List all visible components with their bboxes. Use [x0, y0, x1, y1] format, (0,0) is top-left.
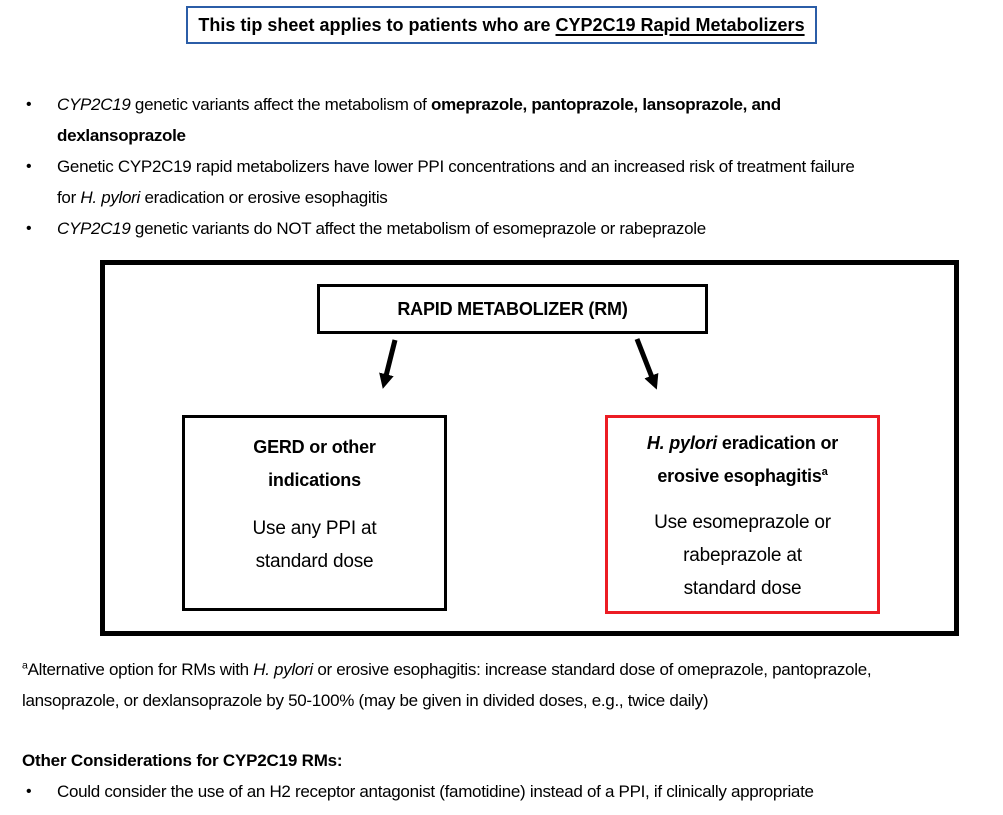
title-text: This tip sheet applies to patients who are: [198, 15, 556, 35]
bullet-item-metabolism: [0, 89, 1003, 151]
hpylori-italic: H. pylori: [646, 433, 718, 453]
bullet-body-text: Genetic CYP2C19 rapid metabolizers have lower PPI concentrations and an increased risk of treatment failure for: [57, 157, 855, 207]
footnote-marker: a: [22, 659, 28, 672]
heading-line: GERD or other: [253, 437, 376, 457]
gerd-node-heading: [185, 431, 444, 497]
body-line: Use any PPI at: [252, 518, 377, 539]
bullet-body-text: eradication or erosive esophagitis: [140, 188, 388, 207]
flowchart-panel: [100, 260, 959, 636]
hpylori-node-heading: [608, 427, 877, 493]
bullet-text: [57, 89, 867, 151]
title-underlined-text: CYP2C19 Rapid Metabolizers: [555, 15, 805, 35]
other-considerations-heading: Other Considerations for CYP2C19 RMs:: [22, 751, 343, 770]
heading-line: [608, 427, 877, 460]
title-banner: [186, 6, 816, 44]
heading-line: [608, 460, 877, 493]
gerd-node-body: [185, 512, 444, 578]
bullet-text: [57, 151, 867, 213]
heading-text: eradication or: [717, 433, 839, 453]
heading-line: indications: [268, 470, 361, 490]
bullet-dot-icon: •: [26, 220, 32, 237]
gerd-indications-node: [182, 415, 447, 611]
hpylori-node-body: [608, 506, 877, 605]
right-arrow-icon: [637, 339, 655, 385]
bullet-text: [57, 213, 706, 244]
bullet-body-text: genetic variants do NOT affect the metabolism of esomeprazole or rabeprazole: [130, 219, 706, 238]
footnote-body-text: Alternative option for RMs with: [27, 660, 254, 679]
body-line: standard dose: [683, 578, 802, 599]
bullet-item-not-affected: [0, 213, 1003, 244]
hpylori-italic: H. pylori: [253, 660, 313, 679]
drug-list-bold: omeprazole, pantoprazole, lansoprazole, and dexlansoprazole: [57, 95, 781, 145]
bullet-text: Could consider the use of an H2 receptor antagonist (famotidine) instead of a PPI, if clinically appropriate: [57, 782, 814, 801]
hpylori-italic: H. pylori: [80, 188, 141, 207]
rapid-metabolizer-label: RAPID METABOLIZER (RM): [397, 298, 628, 319]
footnote-text: [22, 654, 902, 716]
bullet-body-text: genetic variants affect the metabolism of: [130, 95, 432, 114]
body-line: rabeprazole at: [683, 545, 802, 566]
body-line: Use esomeprazole or: [654, 512, 831, 533]
intro-bullet-list: [0, 89, 1003, 244]
bullet-dot-icon: •: [26, 783, 32, 800]
hpylori-erosive-node: [605, 415, 880, 614]
left-arrow-icon: [384, 340, 395, 384]
heading-text: erosive esophagitis: [657, 466, 822, 486]
footnote-body-text: or erosive esophagitis: increase standard dose of omeprazole, pantoprazole, lansoprazole, or dexlansoprazole by 50-100% (may be given in divided doses, e.g., twice daily): [22, 660, 872, 710]
body-line: standard dose: [255, 551, 374, 572]
title-row: [0, 0, 1003, 44]
gene-name-italic: CYP2C19: [57, 219, 131, 238]
bullet-dot-icon: •: [26, 96, 32, 113]
footnote-marker: a: [821, 466, 828, 478]
gene-name-italic: CYP2C19: [57, 95, 131, 114]
other-considerations-list: [0, 776, 1003, 807]
bullet-item-h2-antagonist: [0, 776, 1003, 807]
bullet-item-treatment-failure: [0, 151, 1003, 213]
bullet-dot-icon: •: [26, 158, 32, 175]
